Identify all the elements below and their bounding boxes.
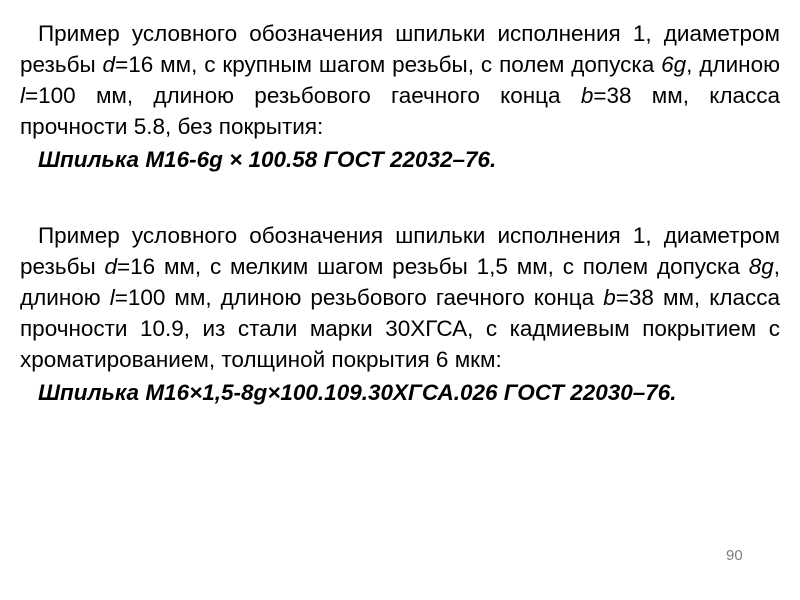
text-segment: =38 мм, класса прочности 10.9, из стали марки 30ХГСА, с кадмиевым покрытием с хроматированием, толщиной покрытия 6 мкм: xyxy=(20,285,780,372)
variable-l: l xyxy=(109,285,115,310)
example-2-designation: Шпилька М16×1,5-8g×100.109.30ХГСА.026 ГОСТ 22030–76. xyxy=(38,380,677,405)
example-1-designation: Шпилька М16-6g × 100.58 ГОСТ 22032–76. xyxy=(38,147,497,172)
variable-b: b xyxy=(580,83,594,108)
text-segment: =38 мм, класса прочности 5.8, без покрытия: xyxy=(20,83,780,139)
text-segment: Пример условного обозначения шпильки исполнения 1, диаметром резьбы xyxy=(20,223,780,279)
text-segment: =16 мм, с крупным шагом резьбы, с полем допуска xyxy=(115,52,662,77)
text-segment: =100 мм, длиною резьбового гаечного конца xyxy=(114,285,604,310)
tolerance-field: 6g xyxy=(661,52,687,77)
text-segment: =16 мм, с мелким шагом резьбы 1,5 мм, с полем допуска xyxy=(116,254,749,279)
example-1-description xyxy=(20,18,780,142)
text-segment: , длиною xyxy=(20,254,780,310)
variable-l: l xyxy=(20,83,25,108)
variable-d: d xyxy=(102,52,116,77)
text-segment: Пример условного обозначения шпильки исполнения 1, диаметром резьбы xyxy=(20,21,780,77)
variable-d: d xyxy=(104,254,117,279)
slide-content xyxy=(20,18,780,408)
variable-b: b xyxy=(603,285,616,310)
example-2-description xyxy=(20,220,780,375)
text-segment: =100 мм, длиною резьбового гаечного конца xyxy=(25,83,581,108)
page-number: 90 xyxy=(726,547,743,564)
text-segment: , длиною xyxy=(686,52,780,77)
tolerance-field: 8g xyxy=(748,254,774,279)
